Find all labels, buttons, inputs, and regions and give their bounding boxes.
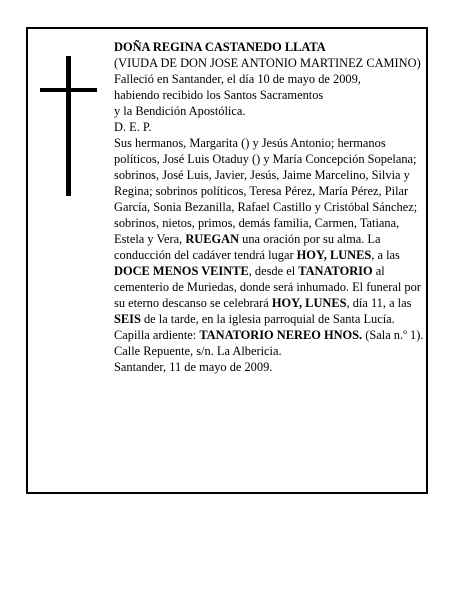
family-text-1: Sus hermanos, Margarita () y Jesús Antonio; hermanos políticos, José Luis Otaduy () y María Concepción Sopelana; sobrinos, José Luis, Javier, Jesús, Jaime Marcelino, Silvia y Regina; sobrinos políticos, Teresa Pérez, María Pérez, Pilar García, Sonia Bezanilla, Rafael Castillo y Cristóbal Sánchez; sobrinos, nietos, primos, demás familia, Carmen, Tatiana, Estela y Vera,	[114, 136, 418, 246]
chapel-rest: (Sala n.º 1). Calle Repuente, s/n. La Albericia.	[114, 328, 424, 358]
hoy-lunes-text: HOY, LUNES	[296, 248, 372, 262]
place-date: Santander, 11 de mayo de 2009.	[114, 360, 273, 374]
family-text-2: una oración por su alma. La conducción del cadáver tendrá lugar	[114, 232, 381, 262]
obituary-text	[114, 39, 424, 375]
chapel-line	[114, 327, 424, 359]
family-paragraph	[114, 135, 424, 327]
family-text-5: al cementerio de Muriedas, donde será inhumado. El funeral por su eterno descanso se celebrará	[114, 264, 421, 310]
family-text-3: , a las	[371, 248, 400, 262]
widow-line: (VIUDA DE DON JOSE ANTONIO MARTINEZ CAMINO)	[114, 56, 421, 70]
hoy-lunes-text-2: HOY, LUNES	[271, 296, 347, 310]
doce-text: DOCE MENOS VEINTE	[114, 264, 249, 278]
deceased-name: DOÑA REGINA CASTANEDO LLATA	[114, 40, 326, 54]
ruegan-text: RUEGAN	[185, 232, 240, 246]
family-text-6: , día 11, a las	[346, 296, 412, 310]
tanatorio-text: TANATORIO	[298, 264, 373, 278]
chapel-name: TANATORIO NEREO HNOS.	[199, 328, 363, 342]
family-text-4: , desde el	[248, 264, 299, 278]
death-line-1: Falleció en Santander, el día 10 de mayo de 2009,	[114, 72, 361, 86]
cross-vertical-bar	[66, 56, 71, 196]
death-line-3: y la Bendición Apostólica.	[114, 104, 246, 118]
dep-line: D. E. P.	[114, 120, 152, 134]
cross-horizontal-bar	[40, 88, 97, 92]
death-line-2: habiendo recibido los Santos Sacramentos	[114, 88, 324, 102]
chapel-label: Capilla ardiente:	[114, 328, 200, 342]
seis-text: SEIS	[114, 312, 141, 326]
family-text-7: de la tarde, en la iglesia parroquial de Santa Lucía.	[140, 312, 395, 326]
